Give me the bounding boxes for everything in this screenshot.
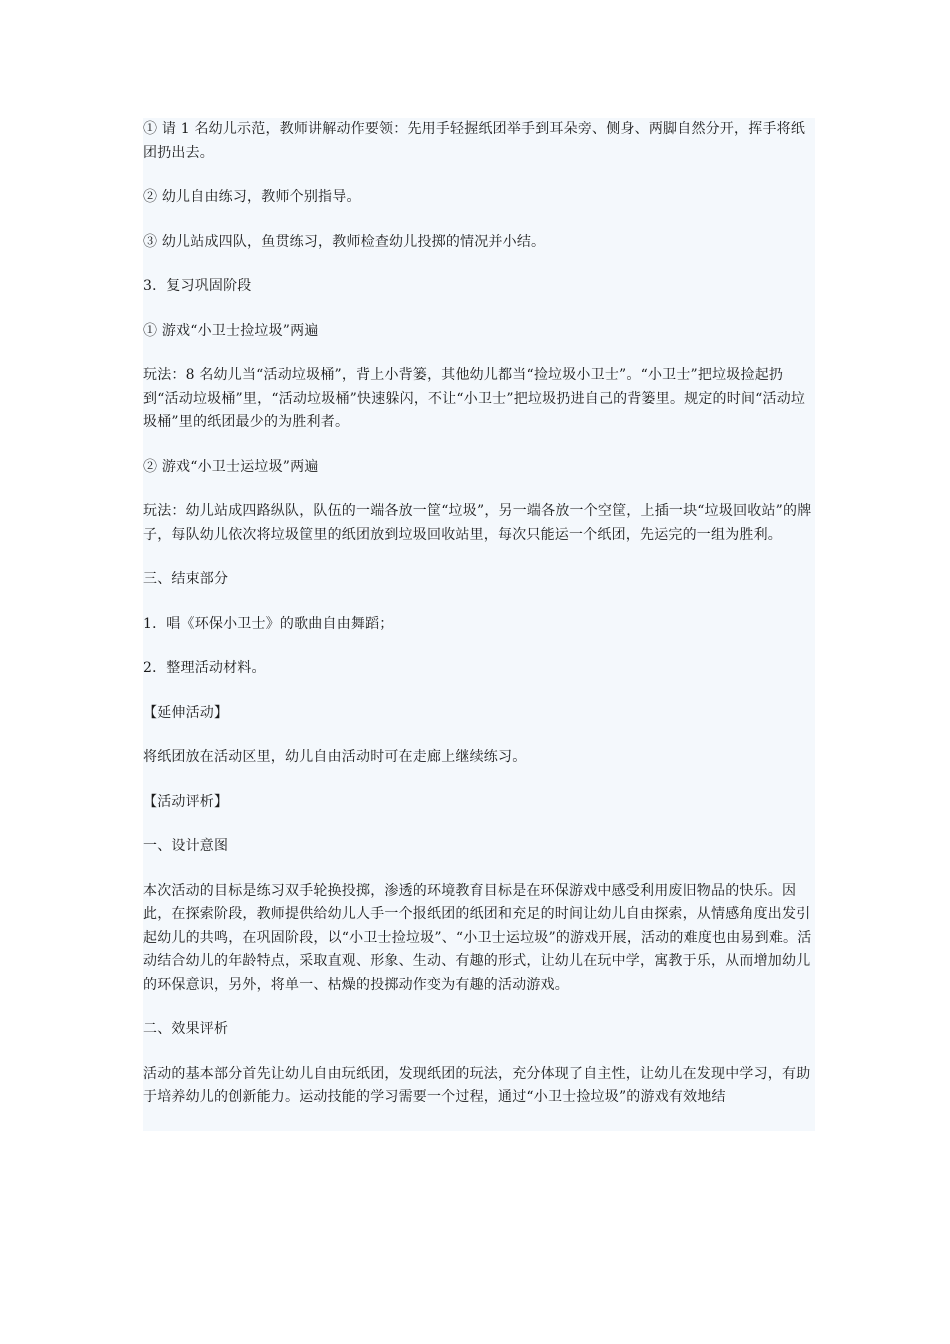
review-stage-heading: 3．复习巩固阶段 <box>143 278 252 294</box>
design-intent-paragraph: 本次活动的目标是练习双手轮换投掷，渗透的环境教育目标是在环保游戏中感受利用废旧物品的快乐。因此，在探索阶段，教师提供给幼儿人手一个报纸团的纸团和充足的时间让幼儿自由探索，从情感角度出发引起幼儿的共鸣，在巩固阶段，以“小卫士捡垃圾”、“小卫士运垃圾”的游戏开展，活动的难度也由易到难。活动结合幼儿的年龄特点，采取直观、形象、生动、有趣的形式，让幼儿在玩中学，寓教于乐，从而增加幼儿的环保意识，另外，将单一、枯燥的投掷动作变为有趣的活动游戏。 <box>143 882 812 993</box>
demo-instruction-paragraph: ① 请 1 名幼儿示范，教师讲解动作要领：先用手轻握纸团举手到耳朵旁、侧身、两脚自然分开，挥手将纸团扔出去。 <box>143 121 806 161</box>
extension-activity-paragraph: 将纸团放在活动区里，幼儿自由活动时可在走廊上继续练习。 <box>143 749 527 765</box>
ending-step-one: 1．唱《环保小卫士》的歌曲自由舞蹈； <box>143 615 394 632</box>
extension-activity-heading: 【延伸活动】 <box>143 704 229 721</box>
game-one-rules-paragraph: 玩法：8 名幼儿当“活动垃圾桶”，背上小背篓，其他幼儿都当“捡垃圾小卫士”。“小卫士”把垃圾捡起扔到“活动垃圾桶”里，“活动垃圾桶”快速躲闪，不让“小卫士”把垃圾扔进自己的背篓里。规定的时间“活动垃圾桶”里的纸团最少的为胜利者。 <box>143 367 806 430</box>
game-two-heading: ② 游戏“小卫士运垃圾”两遍 <box>143 458 319 475</box>
queue-practice-paragraph: ③ 幼儿站成四队，鱼贯练习，教师检查幼儿投掷的情况并小结。 <box>143 233 546 250</box>
game-one-heading: ① 游戏“小卫士捡垃圾”两遍 <box>143 322 319 339</box>
activity-review-heading: 【活动评析】 <box>143 793 229 810</box>
effect-review-heading: 二、效果评析 <box>143 1021 229 1037</box>
game-two-rules-paragraph: 玩法：幼儿站成四路纵队，队伍的一端各放一筐“垃圾”，另一端各放一个空筐，上插一块“垃圾回收站”的牌子，每队幼儿依次将垃圾筐里的纸团放到垃圾回收站里，每次只能运一个纸团，先运完的一组为胜利。 <box>143 503 812 543</box>
ending-section-heading: 三、结束部分 <box>143 571 229 587</box>
ending-step-two: 2．整理活动材料。 <box>143 660 266 676</box>
design-intent-heading: 一、设计意图 <box>143 838 229 854</box>
free-practice-paragraph: ② 幼儿自由练习，教师个别指导。 <box>143 189 361 205</box>
document-body <box>143 118 815 1131</box>
effect-review-paragraph: 活动的基本部分首先让幼儿自由玩纸团，发现纸团的玩法，充分体现了自主性，让幼儿在发现中学习，有助于培养幼儿的创新能力。运动技能的学习需要一个过程，通过“小卫士捡垃圾”的游戏有效地结 <box>143 1065 811 1105</box>
